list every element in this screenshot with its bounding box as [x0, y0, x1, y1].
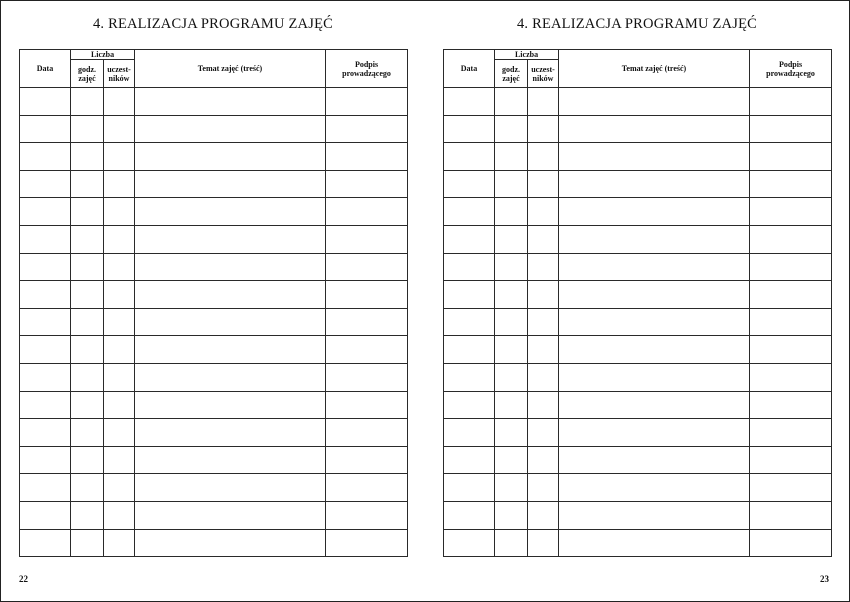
- cell-uczest: [528, 363, 559, 391]
- header-godz-line1: godz.: [502, 64, 520, 74]
- table-row: [20, 501, 408, 529]
- cell-temat: [135, 198, 326, 226]
- header-temat: Temat zajęć (treść): [559, 50, 750, 88]
- header-podpis-line1: Podpis: [354, 59, 379, 69]
- cell-data: [20, 419, 71, 447]
- cell-temat: [135, 88, 326, 116]
- cell-temat: [559, 336, 750, 364]
- cell-godz: [495, 253, 528, 281]
- cell-uczest: [528, 446, 559, 474]
- cell-godz: [71, 225, 104, 253]
- cell-uczest: [528, 198, 559, 226]
- cell-data: [20, 253, 71, 281]
- cell-godz: [71, 336, 104, 364]
- cell-temat: [135, 170, 326, 198]
- table-row: [20, 225, 408, 253]
- cell-podpis: [326, 225, 408, 253]
- cell-podpis: [750, 336, 832, 364]
- cell-uczest: [528, 308, 559, 336]
- table-row: [20, 253, 408, 281]
- cell-data: [444, 529, 495, 557]
- header-podpis-line2: prowadzącego: [342, 68, 391, 78]
- cell-podpis: [750, 529, 832, 557]
- cell-uczest: [528, 529, 559, 557]
- cell-podpis: [750, 419, 832, 447]
- cell-data: [444, 363, 495, 391]
- cell-podpis: [750, 143, 832, 171]
- cell-uczest: [528, 281, 559, 309]
- table-row: [20, 529, 408, 557]
- cell-temat: [559, 308, 750, 336]
- cell-data: [444, 391, 495, 419]
- cell-uczest: [528, 419, 559, 447]
- cell-godz: [71, 170, 104, 198]
- cell-uczest: [104, 363, 135, 391]
- cell-temat: [135, 501, 326, 529]
- cell-uczest: [104, 529, 135, 557]
- cell-data: [444, 419, 495, 447]
- header-podpis-line1: Podpis: [778, 59, 803, 69]
- cell-podpis: [326, 308, 408, 336]
- cell-temat: [135, 419, 326, 447]
- cell-uczest: [528, 170, 559, 198]
- cell-podpis: [750, 501, 832, 529]
- cell-godz: [495, 115, 528, 143]
- cell-podpis: [326, 88, 408, 116]
- page-title: 4. REALIZACJA PROGRAMU ZAJĘĆ: [516, 16, 758, 32]
- cell-podpis: [750, 363, 832, 391]
- table-row: [444, 419, 832, 447]
- table-row: [20, 308, 408, 336]
- cell-temat: [135, 391, 326, 419]
- table-row: [444, 170, 832, 198]
- cell-godz: [71, 391, 104, 419]
- cell-podpis: [326, 281, 408, 309]
- cell-data: [20, 115, 71, 143]
- cell-data: [444, 308, 495, 336]
- cell-godz: [495, 474, 528, 502]
- cell-godz: [495, 336, 528, 364]
- cell-godz: [495, 391, 528, 419]
- table-row: [444, 363, 832, 391]
- cell-godz: [71, 281, 104, 309]
- cell-uczest: [528, 391, 559, 419]
- table-row: [20, 336, 408, 364]
- table-row: [20, 419, 408, 447]
- table-body: [444, 88, 832, 557]
- cell-temat: [135, 308, 326, 336]
- table-row: [444, 115, 832, 143]
- cell-temat: [135, 336, 326, 364]
- table-row: [20, 198, 408, 226]
- cell-podpis: [326, 198, 408, 226]
- table-body: [20, 88, 408, 557]
- cell-data: [444, 143, 495, 171]
- table-row: [444, 198, 832, 226]
- cell-godz: [71, 363, 104, 391]
- table-row: [444, 529, 832, 557]
- header-liczba: Liczba: [71, 50, 135, 60]
- table-row: [20, 474, 408, 502]
- cell-godz: [495, 446, 528, 474]
- table-row: [444, 143, 832, 171]
- cell-godz: [495, 308, 528, 336]
- cell-podpis: [750, 198, 832, 226]
- cell-uczest: [528, 501, 559, 529]
- cell-podpis: [750, 115, 832, 143]
- cell-data: [20, 446, 71, 474]
- header-godz: [71, 60, 104, 88]
- cell-data: [444, 115, 495, 143]
- cell-uczest: [104, 281, 135, 309]
- cell-uczest: [528, 88, 559, 116]
- header-liczba: Liczba: [495, 50, 559, 60]
- cell-godz: [495, 529, 528, 557]
- cell-podpis: [326, 115, 408, 143]
- header-uczest-line1: uczest-: [531, 64, 555, 74]
- cell-podpis: [326, 419, 408, 447]
- cell-data: [444, 474, 495, 502]
- header-podpis-line2: prowadzącego: [766, 68, 815, 78]
- cell-podpis: [750, 88, 832, 116]
- cell-temat: [559, 529, 750, 557]
- header-podpis: [750, 50, 832, 88]
- cell-godz: [495, 170, 528, 198]
- cell-uczest: [104, 225, 135, 253]
- cell-uczest: [104, 391, 135, 419]
- header-temat: Temat zajęć (treść): [135, 50, 326, 88]
- cell-temat: [559, 474, 750, 502]
- header-uczest-line1: uczest-: [107, 64, 131, 74]
- cell-podpis: [326, 170, 408, 198]
- cell-uczest: [528, 143, 559, 171]
- cell-podpis: [750, 308, 832, 336]
- cell-uczest: [104, 308, 135, 336]
- right-page: [425, 1, 849, 601]
- table-row: [20, 391, 408, 419]
- table-row: [20, 446, 408, 474]
- cell-uczest: [104, 474, 135, 502]
- cell-podpis: [326, 474, 408, 502]
- cell-uczest: [104, 336, 135, 364]
- activity-log-table: [19, 49, 408, 557]
- table-row: [444, 474, 832, 502]
- table-row: [444, 281, 832, 309]
- cell-godz: [71, 308, 104, 336]
- cell-uczest: [104, 143, 135, 171]
- activity-log-table: [443, 49, 832, 557]
- cell-godz: [495, 501, 528, 529]
- cell-temat: [559, 446, 750, 474]
- cell-godz: [71, 501, 104, 529]
- cell-temat: [559, 419, 750, 447]
- cell-data: [20, 474, 71, 502]
- header-podpis: [326, 50, 408, 88]
- cell-uczest: [104, 253, 135, 281]
- cell-data: [444, 170, 495, 198]
- cell-data: [20, 336, 71, 364]
- cell-temat: [559, 115, 750, 143]
- table-row: [444, 501, 832, 529]
- cell-godz: [71, 88, 104, 116]
- cell-godz: [495, 363, 528, 391]
- cell-godz: [71, 419, 104, 447]
- cell-data: [444, 446, 495, 474]
- cell-podpis: [326, 143, 408, 171]
- cell-godz: [495, 419, 528, 447]
- header-godz-line1: godz.: [78, 64, 96, 74]
- cell-data: [20, 308, 71, 336]
- header-uczest-line2: ników: [532, 73, 554, 83]
- cell-uczest: [104, 88, 135, 116]
- cell-data: [444, 281, 495, 309]
- table-row: [444, 336, 832, 364]
- header-godz: [495, 60, 528, 88]
- cell-uczest: [104, 501, 135, 529]
- cell-temat: [559, 281, 750, 309]
- cell-uczest: [104, 198, 135, 226]
- cell-data: [20, 281, 71, 309]
- cell-podpis: [750, 474, 832, 502]
- cell-godz: [71, 529, 104, 557]
- header-godz-line2: zajęć: [502, 73, 520, 83]
- cell-temat: [559, 170, 750, 198]
- cell-temat: [135, 225, 326, 253]
- table-row: [444, 446, 832, 474]
- cell-uczest: [104, 419, 135, 447]
- cell-data: [20, 529, 71, 557]
- header-data: Data: [20, 50, 71, 88]
- cell-temat: [559, 143, 750, 171]
- cell-temat: [559, 225, 750, 253]
- cell-temat: [135, 253, 326, 281]
- cell-podpis: [326, 446, 408, 474]
- cell-data: [20, 391, 71, 419]
- cell-godz: [495, 198, 528, 226]
- cell-uczest: [104, 115, 135, 143]
- table-row: [444, 253, 832, 281]
- cell-data: [20, 143, 71, 171]
- cell-data: [444, 225, 495, 253]
- cell-podpis: [326, 529, 408, 557]
- cell-temat: [559, 391, 750, 419]
- cell-uczest: [104, 170, 135, 198]
- cell-uczest: [528, 225, 559, 253]
- cell-godz: [71, 474, 104, 502]
- header-uczest: [104, 60, 135, 88]
- cell-temat: [559, 501, 750, 529]
- cell-godz: [71, 446, 104, 474]
- cell-podpis: [750, 225, 832, 253]
- page-title: 4. REALIZACJA PROGRAMU ZAJĘĆ: [92, 16, 334, 32]
- table-row: [20, 363, 408, 391]
- cell-data: [444, 501, 495, 529]
- cell-podpis: [750, 391, 832, 419]
- table-row: [444, 391, 832, 419]
- cell-podpis: [326, 391, 408, 419]
- table-row: [20, 88, 408, 116]
- left-page: [1, 1, 425, 601]
- cell-temat: [135, 474, 326, 502]
- cell-data: [20, 198, 71, 226]
- cell-data: [20, 363, 71, 391]
- cell-temat: [135, 529, 326, 557]
- cell-podpis: [326, 253, 408, 281]
- cell-uczest: [528, 253, 559, 281]
- table-row: [20, 115, 408, 143]
- cell-podpis: [750, 446, 832, 474]
- cell-godz: [71, 115, 104, 143]
- cell-temat: [135, 446, 326, 474]
- cell-data: [444, 336, 495, 364]
- cell-data: [20, 170, 71, 198]
- cell-uczest: [528, 115, 559, 143]
- cell-data: [20, 225, 71, 253]
- cell-podpis: [326, 363, 408, 391]
- cell-podpis: [750, 170, 832, 198]
- cell-godz: [71, 253, 104, 281]
- cell-godz: [495, 281, 528, 309]
- cell-godz: [495, 88, 528, 116]
- cell-uczest: [528, 474, 559, 502]
- table-row: [444, 308, 832, 336]
- cell-godz: [71, 143, 104, 171]
- cell-podpis: [750, 253, 832, 281]
- cell-data: [20, 501, 71, 529]
- header-uczest: [528, 60, 559, 88]
- cell-data: [444, 88, 495, 116]
- cell-temat: [135, 281, 326, 309]
- cell-temat: [559, 198, 750, 226]
- cell-podpis: [326, 336, 408, 364]
- table-row: [20, 170, 408, 198]
- cell-godz: [71, 198, 104, 226]
- table-row: [20, 281, 408, 309]
- header-godz-line2: zajęć: [78, 73, 96, 83]
- cell-temat: [135, 115, 326, 143]
- table-row: [444, 225, 832, 253]
- cell-temat: [559, 88, 750, 116]
- cell-temat: [559, 253, 750, 281]
- cell-uczest: [528, 336, 559, 364]
- page-number: 22: [19, 574, 28, 584]
- cell-uczest: [104, 446, 135, 474]
- table-row: [20, 143, 408, 171]
- cell-data: [444, 253, 495, 281]
- cell-godz: [495, 143, 528, 171]
- header-data: Data: [444, 50, 495, 88]
- cell-temat: [135, 143, 326, 171]
- page-number: 23: [820, 574, 829, 584]
- cell-temat: [135, 363, 326, 391]
- table-row: [444, 88, 832, 116]
- header-uczest-line2: ników: [108, 73, 130, 83]
- cell-godz: [495, 225, 528, 253]
- cell-data: [20, 88, 71, 116]
- cell-data: [444, 198, 495, 226]
- cell-temat: [559, 363, 750, 391]
- cell-podpis: [750, 281, 832, 309]
- cell-podpis: [326, 501, 408, 529]
